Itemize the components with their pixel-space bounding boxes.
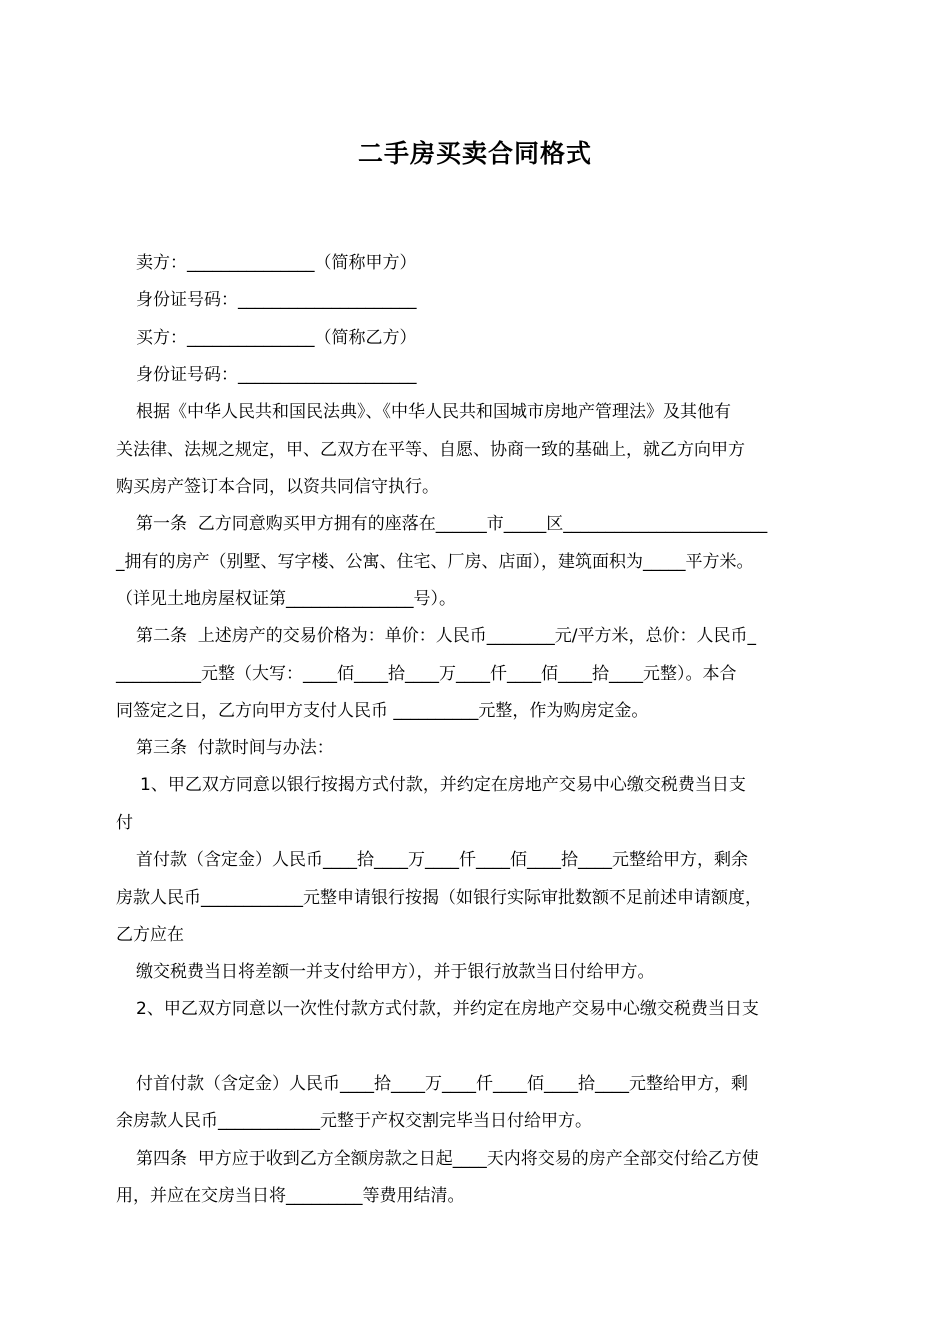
article-1-line-2: _拥有的房产（别墅、写字楼、公寓、住宅、厂房、店面），建筑面积为_____平方米。: [116, 552, 754, 572]
article-4-line-1: 第四条 甲方应于收到乙方全额房款之日起____天内将交易的房产全部交付给乙方使: [136, 1149, 759, 1169]
article-3-item-1-line-1: 1、甲乙双方同意以银行按揭方式付款，并约定在房地产交易中心缴交税费当日支: [140, 775, 746, 795]
article-2-line-3: 同签定之日，乙方向甲方支付人民币 __________元整，作为购房定金。: [116, 701, 649, 721]
article-4-line-2: 用，并应在交房当日将_________等费用结清。: [116, 1186, 465, 1206]
article-3-item-2-line-3: 余房款人民币____________元整于产权交割完毕当日付给甲方。: [116, 1111, 592, 1131]
article-3-item-1-line-2: 付: [116, 813, 133, 833]
article-1-line-1: 第一条 乙方同意购买甲方拥有的座落在______市_____区________________________: [136, 514, 768, 534]
preamble-line-2: 关法律、法规之规定，甲、乙双方在平等、自愿、协商一致的基础上，就乙方向甲方: [116, 440, 745, 460]
article-3-item-1-line-5: 乙方应在: [116, 925, 184, 945]
seller-line: 卖方：_______________（简称甲方）: [136, 253, 417, 273]
article-3-item-2-line-1: 2、甲乙双方同意以一次性付款方式付款，并约定在房地产交易中心缴交税费当日支: [136, 999, 759, 1019]
article-3-item-2-line-2: 付首付款（含定金）人民币____拾____万____仟____佰____拾____元整给甲方，剩: [136, 1074, 748, 1094]
buyer-line: 买方：_______________（简称乙方）: [136, 328, 417, 348]
buyer-id-line: 身份证号码：_____________________: [136, 365, 417, 385]
preamble-line-3: 购买房产签订本合同，以资共同信守执行。: [116, 477, 439, 497]
preamble-line-1: 根据《中华人民共和国民法典》、《中华人民共和国城市房地产管理法》及其他有: [136, 402, 731, 422]
article-3-item-1-line-6: 缴交税费当日将差额一并支付给甲方），并于银行放款当日付给甲方。: [136, 962, 655, 982]
article-2-line-1: 第二条 上述房产的交易价格为：单价：人民币________元/平方米，总价：人民币_: [136, 626, 757, 646]
seller-id-line: 身份证号码：_____________________: [136, 290, 417, 310]
article-2-line-2: __________元整（大写：____佰____拾____万____仟____佰____拾____元整）。本合: [116, 664, 737, 684]
article-3-item-1-line-3: 首付款（含定金）人民币____拾____万____仟____佰____拾____元整给甲方，剩余: [136, 850, 748, 870]
article-3-item-1-line-4: 房款人民币____________元整申请银行按揭（如银行实际审批数额不足前述申请额度，: [116, 888, 762, 908]
article-1-line-3: （详见土地房屋权证第_______________号）。: [116, 589, 456, 609]
document-title: 二手房买卖合同格式: [357, 139, 592, 168]
article-3-heading: 第三条 付款时间与办法：: [136, 738, 334, 758]
